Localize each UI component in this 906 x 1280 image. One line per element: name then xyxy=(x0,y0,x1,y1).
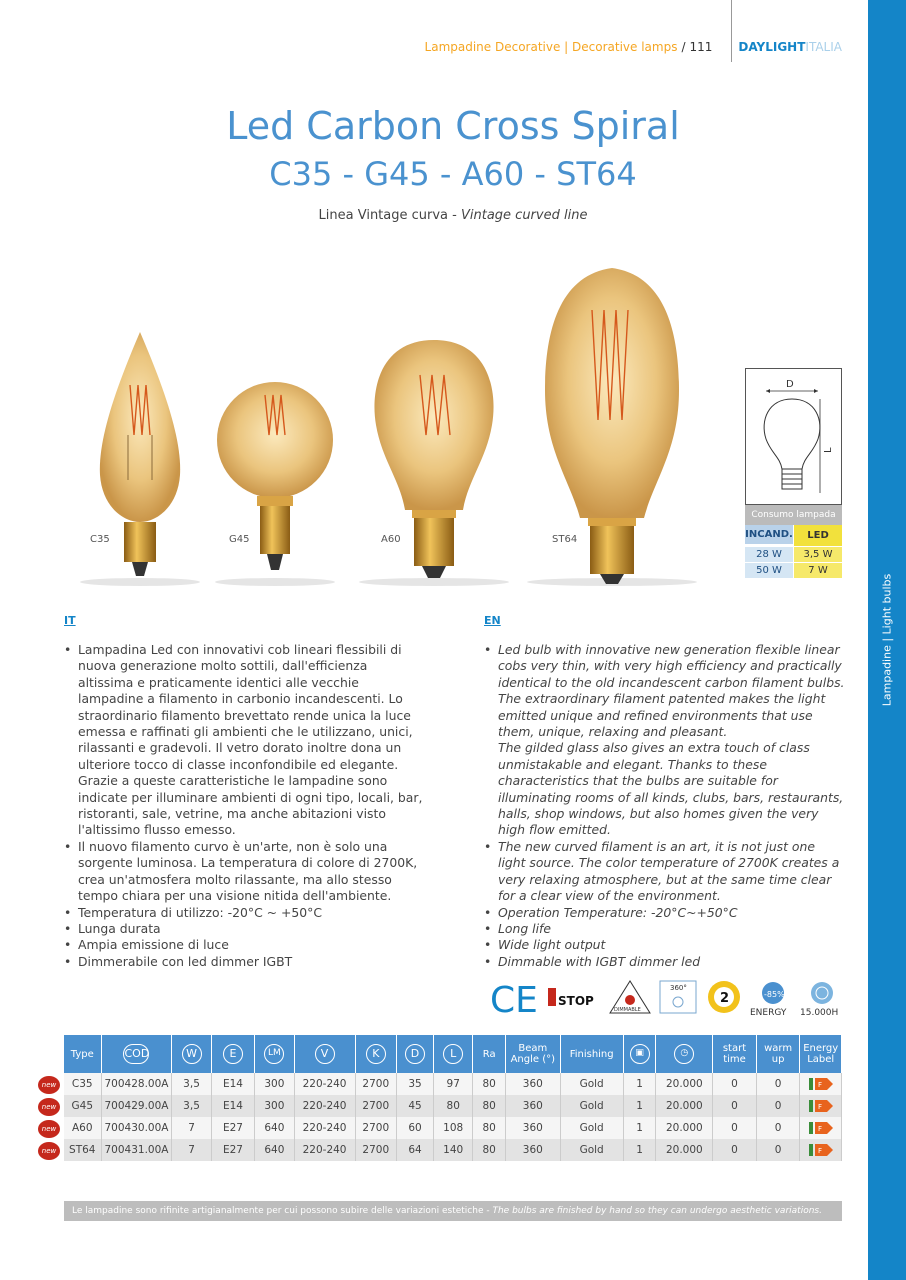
svg-text:15.000H: 15.000H xyxy=(800,1008,839,1018)
svg-text:DIMMABLE: DIMMABLE xyxy=(614,1007,641,1013)
col-code-icon: COD xyxy=(101,1035,172,1073)
energy-label-cell xyxy=(800,1139,842,1161)
table-cell: 0 xyxy=(713,1139,757,1161)
table-cell: 360 xyxy=(506,1139,561,1161)
table-cell: 80 xyxy=(434,1095,473,1117)
bulb-label-a60: A60 xyxy=(381,534,401,545)
description-en xyxy=(484,642,846,970)
table-cell: 7 xyxy=(172,1117,211,1139)
it-bullet: • Il nuovo filamento curvo è un'arte, non è solo una sorgente luminosa. La temperatura di colore di 2700K, crea un'atmosfera molto rilassante, ma allo stesso tempo chiara per una visione nitida dell'ambiente. xyxy=(64,839,424,905)
bulbs-illustration xyxy=(60,260,750,600)
en-bullet: • The new curved filament is an art, it is not just one light source. The color temperature of 2700K creates a very relaxing atmosphere, but at the same time clear for a clear view of the environment. xyxy=(484,839,846,905)
table-cell: G45 xyxy=(64,1095,101,1117)
table-cell: 640 xyxy=(255,1117,294,1139)
table-row xyxy=(64,1117,842,1139)
col-life-icon: ◷ xyxy=(656,1035,713,1073)
table-cell: 0 xyxy=(756,1117,800,1139)
consumption-header: Consumo lampada xyxy=(745,505,842,525)
uvstop-icon xyxy=(548,988,594,1008)
table-cell: 2700 xyxy=(355,1117,396,1139)
lifetime-hours-icon xyxy=(800,982,838,1018)
table-cell: 700428.00A xyxy=(101,1073,172,1095)
lang-it-heading: IT xyxy=(64,614,76,627)
table-cell: 45 xyxy=(397,1095,434,1117)
table-cell: 97 xyxy=(434,1073,473,1095)
svg-text:F: F xyxy=(817,1103,822,1111)
en-bullet: • Operation Temperature: -20°C~+50°C xyxy=(484,905,846,921)
table-cell: 0 xyxy=(713,1073,757,1095)
table-cell: E27 xyxy=(211,1139,255,1161)
header xyxy=(425,40,842,54)
description-it xyxy=(64,642,424,970)
table-cell: 300 xyxy=(255,1095,294,1117)
svg-text:F: F xyxy=(817,1081,822,1089)
consumption-incand-value: 50 W xyxy=(745,563,793,579)
new-badge: new xyxy=(38,1098,60,1116)
col-lumen-icon: LM xyxy=(255,1035,294,1073)
consumption-led-value: 7 W xyxy=(793,563,842,579)
table-cell: 0 xyxy=(756,1139,800,1161)
col-diameter-icon: D xyxy=(397,1035,434,1073)
table-cell: E27 xyxy=(211,1117,255,1139)
table-cell: 220-240 xyxy=(294,1139,355,1161)
beam-angle-icon xyxy=(660,981,696,1013)
new-badge: new xyxy=(38,1142,60,1160)
new-badge: new xyxy=(38,1076,60,1094)
table-cell: 0 xyxy=(756,1095,800,1117)
table-cell: 700431.00A xyxy=(101,1139,172,1161)
it-bullet: • Dimmerabile con led dimmer IGBT xyxy=(64,954,424,970)
footer-note: Le lampadine sono rifinite artigianalmente per cui possono subire delle variazioni estetiche - The bulbs are finished by hand so they can undergo aesthetic variations. xyxy=(64,1201,842,1221)
energy-class-icon xyxy=(809,1144,833,1156)
en-bullet: • Long life xyxy=(484,921,846,937)
col-type: Type xyxy=(64,1035,101,1073)
table-cell: 300 xyxy=(255,1073,294,1095)
energy-label-cell xyxy=(800,1117,842,1139)
table-cell: Gold xyxy=(560,1095,623,1117)
warranty-icon xyxy=(708,981,740,1013)
col-warm-up: warm up xyxy=(756,1035,800,1073)
svg-text:-85%: -85% xyxy=(764,990,785,999)
table-cell: 700429.00A xyxy=(101,1095,172,1117)
dimmable-icon xyxy=(610,981,650,1013)
col-watt-icon: W xyxy=(172,1035,211,1073)
col-volt-icon: V xyxy=(294,1035,355,1073)
col-energy-label: Energy Label xyxy=(800,1035,842,1073)
table-cell: 80 xyxy=(473,1139,506,1161)
svg-text:F: F xyxy=(817,1125,822,1133)
table-cell: 2700 xyxy=(355,1073,396,1095)
table-cell: 2700 xyxy=(355,1139,396,1161)
svg-text:2: 2 xyxy=(720,991,730,1006)
col-start-time: start time xyxy=(713,1035,757,1073)
consumption-table xyxy=(745,505,842,579)
table-cell: Gold xyxy=(560,1117,623,1139)
table-cell: E14 xyxy=(211,1073,255,1095)
table-row xyxy=(64,1139,842,1161)
table-cell: 0 xyxy=(713,1117,757,1139)
it-bullet: • Temperatura di utilizzo: -20°C ~ +50°C xyxy=(64,905,424,921)
svg-text:ENERGY: ENERGY xyxy=(750,1008,787,1018)
dim-d-label: D xyxy=(786,379,794,390)
bulb-label-g45: G45 xyxy=(229,534,250,545)
table-cell: 108 xyxy=(434,1117,473,1139)
svg-text:F: F xyxy=(817,1147,822,1155)
table-cell: 3,5 xyxy=(172,1095,211,1117)
table-cell: E14 xyxy=(211,1095,255,1117)
energy-class-icon xyxy=(809,1122,833,1134)
table-cell: 640 xyxy=(255,1139,294,1161)
col-base-icon: E xyxy=(211,1035,255,1073)
table-cell: 360 xyxy=(506,1073,561,1095)
section-title: Lampadine Decorative | Decorative lamps xyxy=(424,40,678,54)
en-bullet: • Led bulb with innovative new generation flexible linear cobs very thin, with very high efficiency and practically identical to the old incandescent carbon filament bulbs. The extraordinary filament patented makes the light emitted unique and refined environments that use them, unique, relaxing and pleasant. xyxy=(484,642,846,740)
table-cell: Gold xyxy=(560,1073,623,1095)
en-bullet: The gilded glass also gives an extra touch of class unmistakable and elegant. Thanks to these characteristics that the bulbs are suitable for illuminating rooms of all kinds, clubs, bars, restaurants, halls, shop windows, but also homes given the very high flow emitted. xyxy=(498,740,844,838)
table-cell: 7 xyxy=(172,1139,211,1161)
consumption-col-incand: INCAND. xyxy=(745,525,793,545)
page-number: 111 xyxy=(689,40,713,54)
en-bullet: • Dimmable with IGBT dimmer led xyxy=(484,954,846,970)
table-cell: 700430.00A xyxy=(101,1117,172,1139)
table-cell: 1 xyxy=(623,1117,656,1139)
table-cell: 360 xyxy=(506,1117,561,1139)
table-cell: 0 xyxy=(713,1095,757,1117)
new-badge: new xyxy=(38,1120,60,1138)
col-kelvin-icon: K xyxy=(355,1035,396,1073)
dim-l-label: L xyxy=(823,447,834,453)
table-cell: 20.000 xyxy=(656,1095,713,1117)
table-row xyxy=(64,1095,842,1117)
table-cell: 3,5 xyxy=(172,1073,211,1095)
bulb-label-c35: C35 xyxy=(90,534,110,545)
col-beam-angle: Beam Angle (°) xyxy=(506,1035,561,1073)
tagline: Linea Vintage curva - Vintage curved line xyxy=(318,208,588,223)
brand-logo: DAYLIGHTITALIA xyxy=(738,40,842,54)
table-cell: 35 xyxy=(397,1073,434,1095)
table-cell: 220-240 xyxy=(294,1073,355,1095)
table-cell: ST64 xyxy=(64,1139,101,1161)
table-header-row xyxy=(64,1035,842,1073)
page-title: Led Carbon Cross Spiral xyxy=(226,104,680,148)
dimensions-diagram xyxy=(745,368,842,505)
table-cell: 2700 xyxy=(355,1095,396,1117)
bulb-label-st64: ST64 xyxy=(552,534,578,545)
col-finishing: Finishing xyxy=(560,1035,623,1073)
energy-class-icon xyxy=(809,1100,833,1112)
lang-en-heading: EN xyxy=(484,614,501,627)
svg-text:STOP: STOP xyxy=(558,994,594,1008)
energy-label-cell xyxy=(800,1095,842,1117)
it-bullet: • Ampia emissione di luce xyxy=(64,937,424,953)
table-cell: 360 xyxy=(506,1095,561,1117)
table-cell: 60 xyxy=(397,1117,434,1139)
table-cell: 80 xyxy=(473,1095,506,1117)
table-cell: 1 xyxy=(623,1139,656,1161)
svg-text:CE: CE xyxy=(490,980,538,1018)
energy-class-icon xyxy=(809,1078,833,1090)
col-length-icon: L xyxy=(434,1035,473,1073)
sidebar-label: Lampadine | Light bulbs xyxy=(880,573,894,707)
table-cell: 20.000 xyxy=(656,1117,713,1139)
table-cell: 80 xyxy=(473,1117,506,1139)
table-row xyxy=(64,1073,842,1095)
energy-label-cell xyxy=(800,1073,842,1095)
table-cell: 64 xyxy=(397,1139,434,1161)
energy-saving-icon xyxy=(750,982,787,1018)
table-cell: 220-240 xyxy=(294,1117,355,1139)
it-bullet: • Lunga durata xyxy=(64,921,424,937)
table-cell: 140 xyxy=(434,1139,473,1161)
table-cell: 20.000 xyxy=(656,1073,713,1095)
table-cell: 20.000 xyxy=(656,1139,713,1161)
consumption-led-value: 3,5 W xyxy=(793,547,842,563)
svg-text:360°: 360° xyxy=(670,984,687,992)
consumption-col-led: LED xyxy=(793,525,842,547)
spec-table xyxy=(64,1035,842,1161)
consumption-incand-value: 28 W xyxy=(745,547,793,563)
ce-mark-icon xyxy=(490,980,538,1018)
table-cell: 80 xyxy=(473,1073,506,1095)
table-cell: 0 xyxy=(756,1073,800,1095)
table-cell: A60 xyxy=(64,1117,101,1139)
certification-icons xyxy=(490,978,850,1018)
table-cell: 1 xyxy=(623,1073,656,1095)
col-box-icon: ▣ xyxy=(623,1035,656,1073)
table-cell: C35 xyxy=(64,1073,101,1095)
en-bullet: • Wide light output xyxy=(484,937,846,953)
col-ra: Ra xyxy=(473,1035,506,1073)
page-subtitle: C35 - G45 - A60 - ST64 xyxy=(269,155,637,193)
table-cell: 220-240 xyxy=(294,1095,355,1117)
bulb-c35-image xyxy=(100,332,180,576)
page-separator: / xyxy=(681,40,686,54)
table-cell: Gold xyxy=(560,1139,623,1161)
it-bullet: • Lampadina Led con innovativi cob lineari flessibili di nuova generazione molto sottili, dall'efficienza altissima e praticamente identici alle vecchie lampadine a filamento in carbonio incandescenti. Lo straordinario filamento brevettato rende unica la luce emessa e raffinati gli ambienti che le utilizzano, unici, rilassanti e gradevoli. Il vetro dorato inoltre dona un ulteriore tocco di classe inconfondibile ed elegante. Grazie a queste caratteristiche le lampadine sono indicate per illuminare ambienti di ogni tipo, locali, bar, ristoranti, sale, vetrine, ma anche abitazioni visto l'altissimo flusso emesso. xyxy=(64,642,424,839)
table-cell: 1 xyxy=(623,1095,656,1117)
